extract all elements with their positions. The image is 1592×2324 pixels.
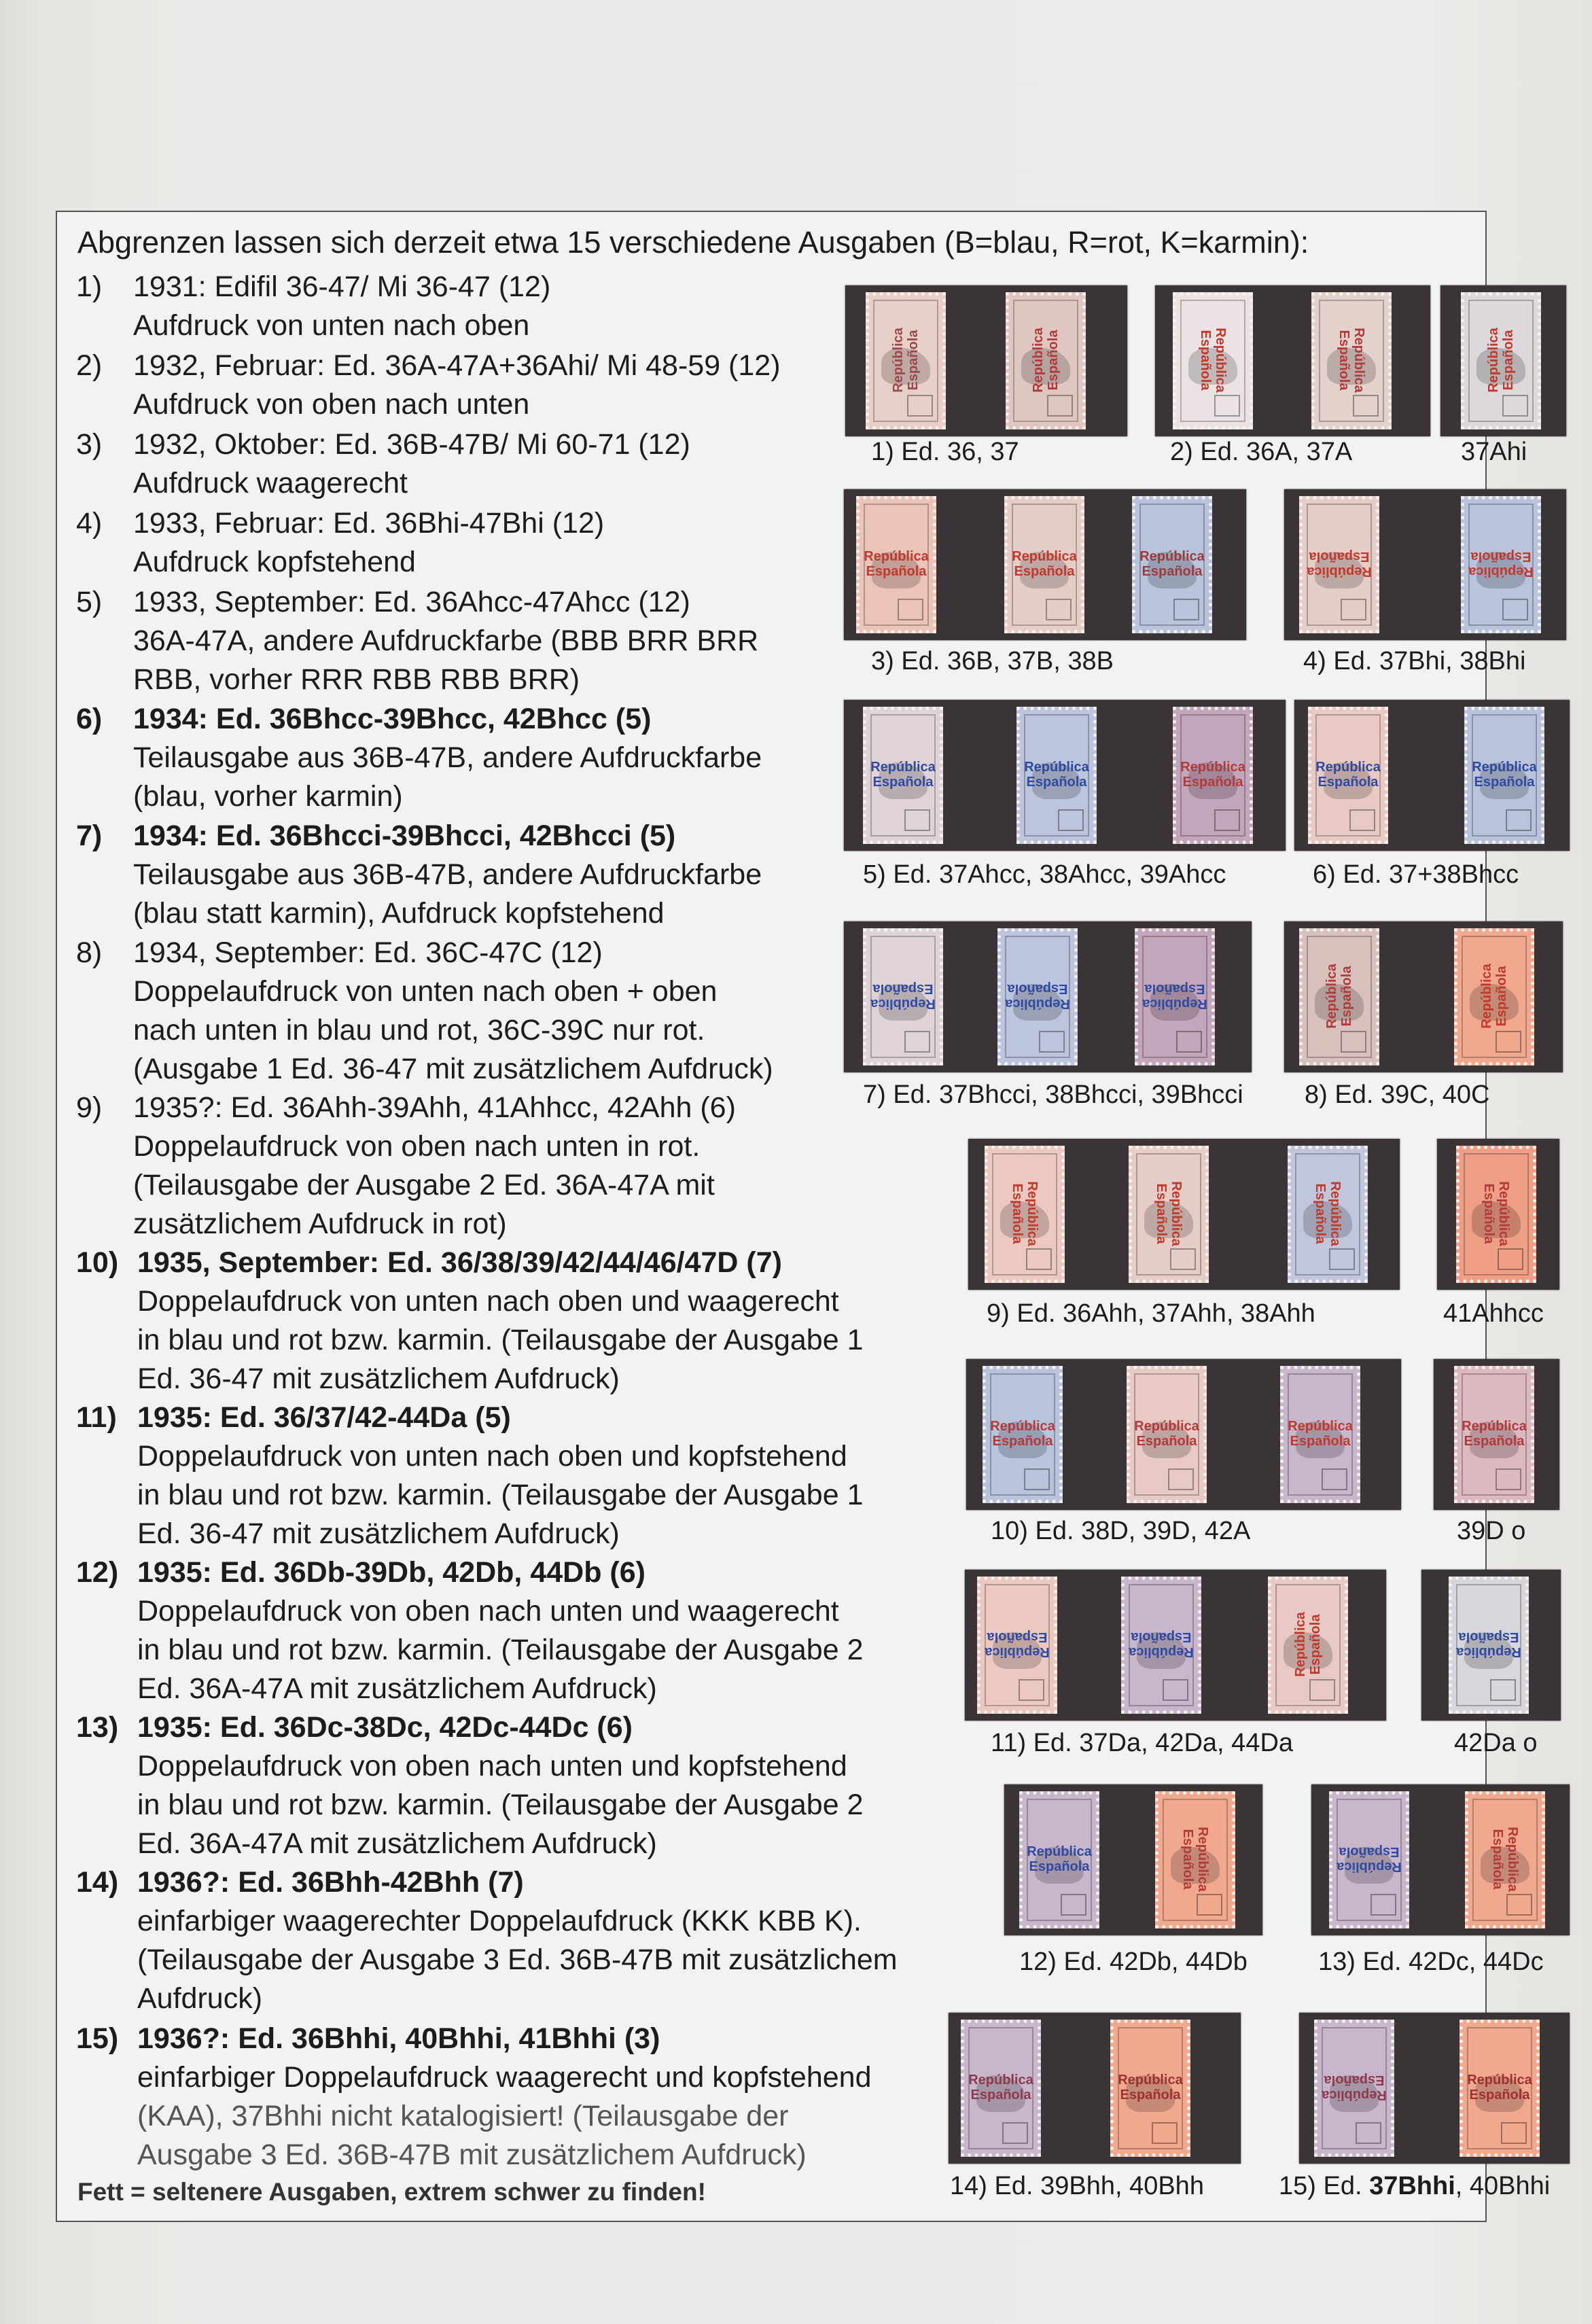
stamp xyxy=(1004,496,1084,633)
issue-heading: 1932, Oktober: Ed. 36B-47B/ Mi 60-71 (12) xyxy=(133,428,690,461)
footnote: Fett = seltenere Ausgaben, extrem schwer zu finden! xyxy=(77,2178,706,2206)
issue-heading: 1932, Februar: Ed. 36A-47A+36Ahi/ Mi 48-59 (12) xyxy=(133,349,781,382)
caption: 13) Ed. 42Dc, 44Dc xyxy=(1318,1948,1544,1976)
stamp-overprint: República Española xyxy=(1012,548,1077,579)
stamp xyxy=(1461,496,1541,633)
stamp xyxy=(1019,1791,1099,1929)
caption: 42Da o xyxy=(1454,1729,1538,1757)
issue-number: 15) xyxy=(76,2022,119,2055)
stamp xyxy=(1173,707,1253,844)
stamp-overprint: República Española xyxy=(1154,1181,1184,1246)
caption: 37Ahi xyxy=(1461,438,1527,466)
caption: 1) Ed. 36, 37 xyxy=(871,438,1019,466)
stamp-overprint: República Española xyxy=(1467,2072,1532,2102)
stamp xyxy=(1456,1146,1536,1283)
caption: 41Ahhcc xyxy=(1443,1299,1544,1328)
stamp-overprint: República Española xyxy=(1129,1629,1194,1659)
stamp-strip xyxy=(844,921,1252,1072)
issue-description: Doppelaufdruck von oben nach unten und waagerecht xyxy=(137,1595,839,1627)
issue-description: Aufdruck) xyxy=(137,1982,263,2015)
stamp-overprint: República Española xyxy=(1472,759,1537,790)
caption: 2) Ed. 36A, 37A xyxy=(1170,438,1353,466)
issue-heading: 1933, Februar: Ed. 36Bhi-47Bhi (12) xyxy=(133,507,605,540)
stamp-overprint: República Española xyxy=(1031,328,1061,393)
caption: 9) Ed. 36Ahh, 37Ahh, 38Ahh xyxy=(987,1299,1315,1328)
issue-number: 3) xyxy=(76,428,103,461)
issue-description: 36A-47A, andere Aufdruckfarbe (BBB BRR BRR xyxy=(133,624,759,657)
caption: 8) Ed. 39C, 40C xyxy=(1305,1080,1490,1109)
stamp-overprint: República Española xyxy=(1307,548,1372,579)
stamp-strip xyxy=(1434,1359,1559,1510)
stamp xyxy=(1288,1146,1368,1283)
issue-description: zusätzlichem Aufdruck in rot) xyxy=(133,1208,507,1240)
caption-part: , 40Bhhi xyxy=(1455,2172,1551,2200)
issue-description: nach unten in blau und rot, 36C-39C nur rot. xyxy=(133,1014,705,1046)
stamp-overprint: República Española xyxy=(990,1418,1055,1449)
stamp-overprint: República Española xyxy=(1479,964,1509,1029)
stamp xyxy=(1454,1366,1534,1503)
stamp xyxy=(1308,707,1388,844)
issue-heading: 1934: Ed. 36Bhcci-39Bhcci, 42Bhcci (5) xyxy=(133,820,676,852)
issue-description: Ed. 36A-47A mit zusätzlichem Aufdruck) xyxy=(137,1672,657,1705)
issue-description: (blau statt karmin), Aufdruck kopfstehend xyxy=(133,897,665,930)
stamp xyxy=(1173,292,1253,429)
issue-description: Doppelaufdruck von oben nach unten in rot. xyxy=(133,1130,701,1163)
stamp-overprint: República Española xyxy=(1010,1181,1040,1246)
caption: 10) Ed. 38D, 39D, 42A xyxy=(991,1517,1251,1545)
issue-number: 11) xyxy=(76,1401,117,1434)
stamp-strip xyxy=(844,700,1286,851)
issue-number: 4) xyxy=(76,507,103,540)
issue-description: einfarbiger waagerechter Doppelaufdruck (KKK KBB K). xyxy=(137,1905,862,1937)
stamp-overprint: República Española xyxy=(891,328,921,393)
stamp xyxy=(1449,1577,1529,1714)
issue-number: 10) xyxy=(76,1246,119,1279)
stamp-overprint: República Española xyxy=(1456,1629,1521,1659)
stamp xyxy=(1460,2020,1540,2157)
issue-number: 7) xyxy=(76,820,103,852)
issue-description: in blau und rot bzw. karmin. (Teilausgabe der Ausgabe 1 xyxy=(137,1324,864,1356)
stamp-strip xyxy=(1284,921,1563,1072)
stamp-overprint: República Española xyxy=(1315,759,1381,790)
caption: 39D o xyxy=(1457,1517,1526,1545)
issue-description: Teilausgabe aus 36B-47B, andere Aufdruckfarbe xyxy=(133,741,762,774)
issue-description: Doppelaufdruck von oben nach unten und kopfstehend xyxy=(137,1750,847,1782)
caption: 3) Ed. 36B, 37B, 38B xyxy=(871,647,1114,675)
issue-number: 5) xyxy=(76,586,103,618)
issue-number: 1) xyxy=(76,270,103,303)
issue-number: 9) xyxy=(76,1091,103,1124)
stamp-strip xyxy=(949,2013,1241,2164)
intro-text: Abgrenzen lassen sich derzeit etwa 15 verschiedene Ausgaben (B=blau, R=rot, K=karmin): xyxy=(77,225,1309,260)
stamp-overprint: República Española xyxy=(1293,1612,1323,1677)
stamp-overprint: República Española xyxy=(1337,1844,1402,1874)
caption: 5) Ed. 37Ahcc, 38Ahcc, 39Ahcc xyxy=(863,860,1226,889)
stamp xyxy=(1135,928,1215,1066)
issue-heading: 1935, September: Ed. 36/38/39/42/44/46/47D (7) xyxy=(137,1246,782,1279)
issue-description: einfarbiger Doppelaufdruck waagerecht und kopfstehend xyxy=(137,2061,872,2094)
stamp-overprint: República Española xyxy=(1027,1844,1092,1874)
stamp-overprint: República Española xyxy=(1468,548,1534,579)
issue-description: Ed. 36-47 mit zusätzlichem Aufdruck) xyxy=(137,1362,620,1395)
caption: 14) Ed. 39Bhh, 40Bhh xyxy=(950,2172,1204,2200)
stamp-overprint: República Española xyxy=(1322,2072,1387,2102)
issue-heading: 1935: Ed. 36Dc-38Dc, 42Dc-44Dc (6) xyxy=(137,1711,633,1744)
stamp-overprint: República Española xyxy=(1180,759,1245,790)
stamp xyxy=(1121,1577,1201,1714)
issue-heading: 1934, September: Ed. 36C-47C (12) xyxy=(133,936,603,969)
issue-heading: 1936?: Ed. 36Bhhi, 40Bhhi, 41Bhhi (3) xyxy=(137,2022,660,2055)
caption: 6) Ed. 37+38Bhcc xyxy=(1313,860,1519,889)
issue-description: Aufdruck kopfstehend xyxy=(133,546,416,578)
issue-description: Teilausgabe aus 36B-47B, andere Aufdruckfarbe xyxy=(133,858,762,891)
stamp xyxy=(1280,1366,1360,1503)
caption xyxy=(1279,2172,1550,2201)
stamp-overprint: República Española xyxy=(1337,328,1366,393)
issue-heading: 1936?: Ed. 36Bhh-42Bhh (7) xyxy=(137,1866,524,1899)
caption: 4) Ed. 37Bhi, 38Bhi xyxy=(1303,647,1526,675)
issue-description: Ed. 36A-47A mit zusätzlichem Aufdruck) xyxy=(137,1827,657,1860)
stamp-overprint: República Española xyxy=(1462,1418,1527,1449)
stamp-strip xyxy=(1284,489,1566,640)
stamp xyxy=(1155,1791,1235,1929)
stamp xyxy=(1465,1791,1545,1929)
stamp-overprint: República Española xyxy=(1139,548,1205,579)
issue-description: Aufdruck waagerecht xyxy=(133,467,408,499)
stamp-overprint: República Española xyxy=(1313,1181,1343,1246)
issue-description: Aufdruck von unten nach oben xyxy=(133,309,530,342)
stamp-strip xyxy=(1437,1139,1559,1290)
stamp xyxy=(983,1366,1063,1503)
stamp-overprint: República Española xyxy=(1324,964,1354,1029)
stamp xyxy=(1311,292,1392,429)
stamp-strip xyxy=(1421,1570,1561,1721)
stamp-overprint: República Española xyxy=(1134,1418,1199,1449)
stamp-strip xyxy=(845,285,1127,436)
stamp xyxy=(1299,928,1379,1066)
stamp-overprint: República Española xyxy=(864,548,929,579)
stamp xyxy=(863,928,943,1066)
issue-description: (Teilausgabe der Ausgabe 2 Ed. 36A-47A mit xyxy=(133,1169,715,1201)
issue-description: (KAA), 37Bhhi nicht katalogisiert! (Teilausgabe der xyxy=(137,2100,789,2132)
issue-description: Ed. 36-47 mit zusätzlichem Aufdruck) xyxy=(137,1517,620,1550)
stamp-strip xyxy=(965,1570,1386,1721)
stamp-overprint: República Española xyxy=(1180,1827,1210,1892)
stamp xyxy=(1110,2020,1190,2157)
stamp xyxy=(1016,707,1097,844)
stamp xyxy=(1329,1791,1409,1929)
stamp-overprint: República Española xyxy=(1481,1181,1511,1246)
stamp-strip xyxy=(1299,2013,1570,2164)
issue-heading: 1935: Ed. 36Db-39Db, 42Db, 44Db (6) xyxy=(137,1556,645,1589)
stamp xyxy=(1132,496,1212,633)
issue-number: 6) xyxy=(76,703,103,735)
stamp xyxy=(856,496,936,633)
issue-heading: 1934: Ed. 36Bhcc-39Bhcc, 42Bhcc (5) xyxy=(133,703,652,735)
stamp-overprint: República Española xyxy=(1490,1827,1520,1892)
stamp-strip xyxy=(1155,285,1430,436)
stamp-overprint: República Española xyxy=(1118,2072,1183,2102)
stamp xyxy=(985,1146,1065,1283)
stamp-overprint: República Española xyxy=(1198,328,1228,393)
caption-bold-part: 37Bhhi xyxy=(1369,2172,1455,2200)
stamp xyxy=(866,292,946,429)
stamp xyxy=(1127,1366,1207,1503)
stamp-strip xyxy=(1440,285,1566,436)
issue-heading: 1931: Edifil 36-47/ Mi 36-47 (12) xyxy=(133,270,551,303)
stamp-strip xyxy=(1311,1784,1570,1935)
stamp-overprint: República Española xyxy=(985,1629,1050,1659)
issue-number: 2) xyxy=(76,349,103,382)
issue-description: Doppelaufdruck von unten nach oben und kopfstehend xyxy=(137,1440,847,1473)
stamp xyxy=(1268,1577,1348,1714)
stamp-overprint: República Española xyxy=(1005,981,1070,1011)
stamp-overprint: República Española xyxy=(1486,328,1516,393)
stamp xyxy=(1299,496,1379,633)
issue-description: Doppelaufdruck von unten nach oben und waagerecht xyxy=(137,1285,839,1318)
stamp xyxy=(977,1577,1057,1714)
stamp xyxy=(1454,928,1534,1066)
stamp-strip xyxy=(1294,700,1570,851)
issue-heading: 1935?: Ed. 36Ahh-39Ahh, 41Ahhcc, 42Ahh (6) xyxy=(133,1091,736,1124)
issue-description: Doppelaufdruck von unten nach oben + oben xyxy=(133,975,718,1008)
stamp-strip xyxy=(968,1139,1400,1290)
issue-number: 13) xyxy=(76,1711,119,1744)
issue-description: in blau und rot bzw. karmin. (Teilausgabe der Ausgabe 2 xyxy=(137,1789,864,1821)
stamp xyxy=(997,928,1078,1066)
issue-description: in blau und rot bzw. karmin. (Teilausgabe der Ausgabe 2 xyxy=(137,1634,864,1666)
caption-part: 15) Ed. xyxy=(1279,2172,1370,2200)
stamp xyxy=(961,2020,1041,2157)
stamp xyxy=(863,707,943,844)
stamp-overprint: República Española xyxy=(968,2072,1033,2102)
issue-number: 12) xyxy=(76,1556,119,1589)
issue-description: in blau und rot bzw. karmin. (Teilausgabe der Ausgabe 1 xyxy=(137,1479,864,1511)
caption: 7) Ed. 37Bhcci, 38Bhcci, 39Bhcci xyxy=(863,1080,1243,1109)
stamp-overprint: República Española xyxy=(1142,981,1207,1011)
issue-description: RBB, vorher RRR RBB RBB BRR) xyxy=(133,663,580,696)
stamp-strip xyxy=(1004,1784,1262,1935)
issue-description: Ausgabe 3 Ed. 36B-47B mit zusätzlichem Aufdruck) xyxy=(137,2138,807,2171)
stamp xyxy=(1461,292,1541,429)
stamp xyxy=(1129,1146,1209,1283)
stamp-strip xyxy=(844,489,1246,640)
stamp xyxy=(1464,707,1544,844)
stamp-overprint: República Española xyxy=(870,759,936,790)
issue-description: (blau, vorher karmin) xyxy=(133,780,403,813)
caption: 11) Ed. 37Da, 42Da, 44Da xyxy=(991,1729,1294,1757)
issue-heading: 1933, September: Ed. 36Ahcc-47Ahcc (12) xyxy=(133,586,690,618)
issue-description: (Teilausgabe der Ausgabe 3 Ed. 36B-47B mit zusätzlichem xyxy=(137,1943,898,1976)
issue-number: 8) xyxy=(76,936,103,969)
stamp-overprint: República Española xyxy=(1024,759,1089,790)
issue-heading: 1935: Ed. 36/37/42-44Da (5) xyxy=(137,1401,511,1434)
stamp-overprint: República Española xyxy=(1288,1418,1353,1449)
stamp-strip xyxy=(966,1359,1401,1510)
stamp-overprint: República Española xyxy=(870,981,936,1011)
caption: 12) Ed. 42Db, 44Db xyxy=(1019,1948,1248,1976)
issue-number: 14) xyxy=(76,1866,119,1899)
stamp xyxy=(1314,2020,1394,2157)
issue-description: Aufdruck von oben nach unten xyxy=(133,388,530,421)
stamp xyxy=(1006,292,1086,429)
issue-description: (Ausgabe 1 Ed. 36-47 mit zusätzlichem Aufdruck) xyxy=(133,1053,773,1085)
